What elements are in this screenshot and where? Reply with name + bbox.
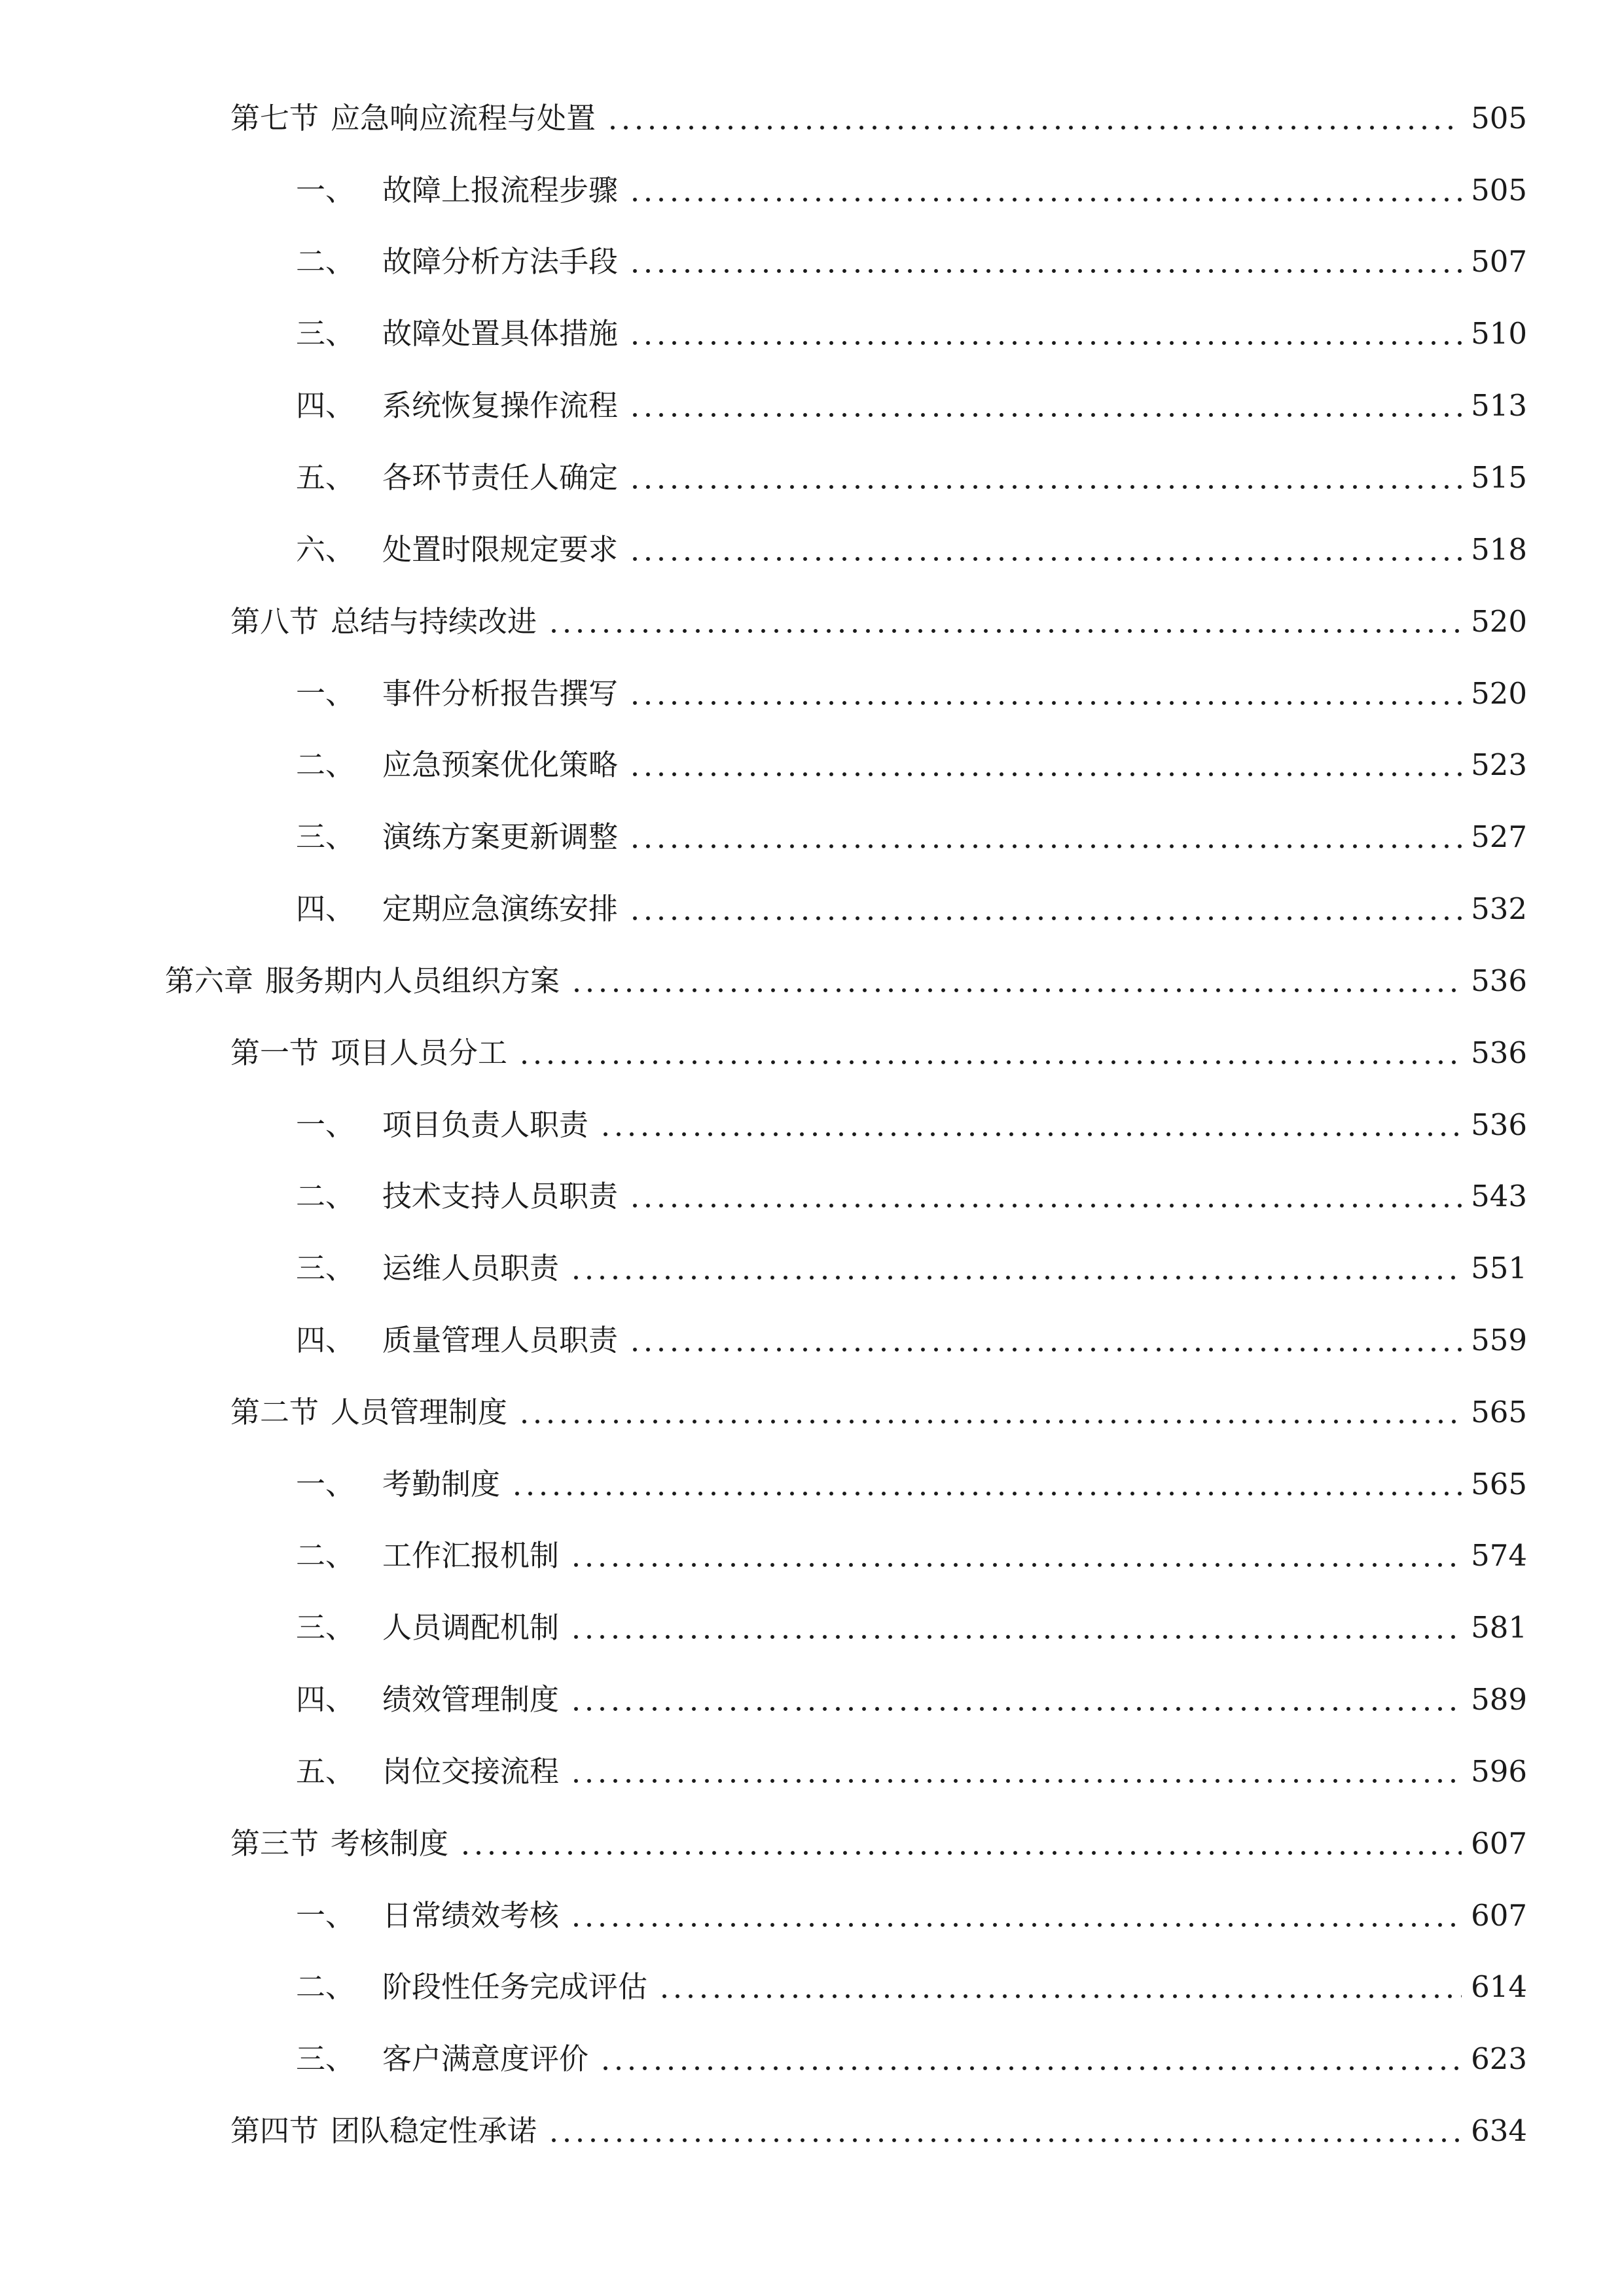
dot-leader xyxy=(547,628,1462,634)
toc-entry-page-number: 551 xyxy=(1471,1251,1527,1285)
toc-entry-title: 故障分析方法手段 xyxy=(382,244,619,279)
toc-entry-page-number: 515 xyxy=(1471,460,1527,495)
toc-entry[interactable] xyxy=(296,380,1527,432)
toc-entry[interactable] xyxy=(296,2033,1527,2085)
toc-entry-page-number: 520 xyxy=(1471,676,1527,711)
toc-entry[interactable] xyxy=(296,1674,1527,1726)
toc-entry[interactable] xyxy=(296,308,1527,360)
toc-entry-title: 人员管理制度 xyxy=(331,1395,508,1429)
toc-entry[interactable] xyxy=(296,1242,1527,1295)
toc-entry-page-number: 523 xyxy=(1471,747,1527,782)
toc-entry-title: 阶段性任务完成评估 xyxy=(382,1969,648,2004)
toc-entry-title: 团队稳定性承诺 xyxy=(331,2113,537,2148)
toc-entry-label xyxy=(230,1818,448,1870)
dot-leader xyxy=(599,2066,1462,2071)
dot-leader xyxy=(518,1060,1462,1065)
dot-leader xyxy=(511,1491,1462,1496)
toc-entry-title: 系统恢复操作流程 xyxy=(382,388,619,423)
toc-entry[interactable] xyxy=(230,2105,1527,2157)
toc-entry[interactable] xyxy=(296,1961,1527,2013)
dot-leader xyxy=(628,1347,1462,1352)
toc-entry-label xyxy=(296,1170,618,1223)
toc-entry-number: 二、 xyxy=(296,1538,355,1573)
dot-leader xyxy=(628,340,1462,346)
toc-entry-page-number: 581 xyxy=(1471,1610,1527,1645)
toc-entry-label xyxy=(296,164,618,217)
toc-entry-label xyxy=(296,739,618,791)
dot-leader xyxy=(628,772,1462,777)
toc-entry-page-number: 596 xyxy=(1471,1754,1527,1789)
toc-entry-page-number: 520 xyxy=(1471,604,1527,639)
toc-entry-title: 总结与持续改进 xyxy=(331,604,537,639)
toc-entry-page-number: 513 xyxy=(1471,388,1527,423)
toc-entry-label xyxy=(296,1530,559,1582)
toc-entry-label xyxy=(296,811,618,863)
toc-entry-title: 考核制度 xyxy=(331,1826,449,1861)
toc-entry-title: 客户满意度评价 xyxy=(382,2041,589,2076)
dot-leader xyxy=(459,1850,1462,1856)
dot-leader xyxy=(518,1419,1462,1424)
toc-entry-label xyxy=(296,1099,588,1151)
toc-entry-title: 应急响应流程与处置 xyxy=(331,101,596,135)
toc-entry-label xyxy=(296,1746,559,1798)
toc-entry-label xyxy=(296,668,618,720)
toc-entry-page-number: 505 xyxy=(1471,101,1527,135)
toc-entry-title: 技术支持人员职责 xyxy=(382,1179,619,1213)
toc-entry-label xyxy=(296,236,618,288)
dot-leader xyxy=(569,1778,1462,1784)
toc-entry-title: 应急预案优化策略 xyxy=(382,747,619,782)
dot-leader xyxy=(628,700,1462,706)
toc-entry-page-number: 623 xyxy=(1471,2041,1527,2076)
dot-leader xyxy=(628,1203,1462,1208)
toc-entry-number: 第四节 xyxy=(230,2113,319,2148)
toc-entry-number: 一、 xyxy=(296,1107,355,1142)
dot-leader xyxy=(569,1706,1462,1712)
toc-entry-page-number: 532 xyxy=(1471,891,1527,926)
toc-entry[interactable] xyxy=(296,236,1527,288)
toc-entry-number: 第六章 xyxy=(165,963,254,998)
toc-entry-page-number: 518 xyxy=(1471,532,1527,567)
toc-entry-number: 一、 xyxy=(296,676,355,711)
toc-entry-title: 工作汇报机制 xyxy=(382,1538,560,1573)
toc-entry-page-number: 527 xyxy=(1471,819,1527,854)
toc-entry-page-number: 505 xyxy=(1471,173,1527,207)
dot-leader xyxy=(606,125,1462,130)
toc-entry-label xyxy=(230,1386,507,1439)
toc-entry-label xyxy=(165,955,560,1007)
toc-entry-page-number: 565 xyxy=(1471,1467,1527,1501)
dot-leader xyxy=(570,988,1462,993)
toc-entry-number: 一、 xyxy=(296,1467,355,1501)
toc-entry-number: 四、 xyxy=(296,388,355,423)
toc-entry-page-number: 536 xyxy=(1471,963,1527,998)
toc-entry-label xyxy=(296,1674,559,1726)
toc-entry[interactable] xyxy=(296,524,1527,576)
toc-entry-label xyxy=(230,92,596,145)
toc-entry-number: 第三节 xyxy=(230,1826,319,1861)
toc-entry[interactable] xyxy=(296,1314,1527,1367)
toc-entry-label xyxy=(296,524,618,576)
toc-entry[interactable] xyxy=(296,883,1527,935)
toc-entry-page-number: 543 xyxy=(1471,1179,1527,1213)
toc-entry-page-number: 614 xyxy=(1471,1969,1527,2004)
toc-entry-label xyxy=(296,380,618,432)
toc-entry-number: 二、 xyxy=(296,244,355,279)
dot-leader xyxy=(599,1132,1462,1137)
toc-entry-page-number: 634 xyxy=(1471,2113,1527,2148)
toc-entry-number: 第七节 xyxy=(230,101,319,135)
toc-entry-page-number: 607 xyxy=(1471,1898,1527,1933)
dot-leader xyxy=(628,268,1462,274)
toc-entry-title: 事件分析报告撰写 xyxy=(382,676,619,711)
toc-entry-number: 第八节 xyxy=(230,604,319,639)
toc-entry-number: 四、 xyxy=(296,1682,355,1717)
toc-entry[interactable] xyxy=(296,164,1527,217)
dot-leader xyxy=(569,1922,1462,1928)
toc-entry-number: 六、 xyxy=(296,532,355,567)
toc-entry-number: 二、 xyxy=(296,747,355,782)
toc-entry-title: 服务期内人员组织方案 xyxy=(265,963,560,998)
dot-leader xyxy=(628,197,1462,202)
dot-leader xyxy=(569,1275,1462,1280)
toc-entry[interactable] xyxy=(296,668,1527,720)
toc-entry-page-number: 536 xyxy=(1471,1107,1527,1142)
toc-entry-title: 处置时限规定要求 xyxy=(382,532,619,567)
toc-entry-title: 项目负责人职责 xyxy=(382,1107,589,1142)
toc-entry-number: 五、 xyxy=(296,1754,355,1789)
toc-entry-page-number: 565 xyxy=(1471,1395,1527,1429)
toc-entry-title: 项目人员分工 xyxy=(331,1035,508,1070)
toc-entry-title: 故障上报流程步骤 xyxy=(382,173,619,207)
toc-entry-number: 一、 xyxy=(296,173,355,207)
toc-entry[interactable] xyxy=(296,1602,1527,1654)
dot-leader xyxy=(569,1562,1462,1568)
toc-entry-number: 三、 xyxy=(296,819,355,854)
toc-entry[interactable] xyxy=(296,1746,1527,1798)
toc-entry-number: 二、 xyxy=(296,1969,355,2004)
toc-entry[interactable] xyxy=(230,1386,1527,1439)
dot-leader xyxy=(628,916,1462,921)
toc-entry-page-number: 607 xyxy=(1471,1826,1527,1861)
toc-entry-page-number: 589 xyxy=(1471,1682,1527,1717)
toc-entry-label xyxy=(296,2033,588,2085)
toc-entry-title: 质量管理人员职责 xyxy=(382,1323,619,1357)
toc-entry-label xyxy=(296,1890,559,1942)
toc-entry[interactable] xyxy=(230,1818,1527,1870)
toc-entry[interactable] xyxy=(296,811,1527,863)
toc-entry-title: 故障处置具体措施 xyxy=(382,316,619,351)
dot-leader xyxy=(628,556,1462,562)
toc-entry-title: 岗位交接流程 xyxy=(382,1754,560,1789)
toc-entry-title: 运维人员职责 xyxy=(382,1251,560,1285)
toc-entry[interactable] xyxy=(230,1027,1527,1079)
toc-entry-title: 人员调配机制 xyxy=(382,1610,560,1645)
toc-entry[interactable] xyxy=(230,596,1527,648)
toc-entry[interactable] xyxy=(296,1099,1527,1151)
dot-leader xyxy=(658,1994,1462,1999)
toc-entry-number: 三、 xyxy=(296,1251,355,1285)
toc-entry-label xyxy=(230,596,537,648)
toc-entry[interactable] xyxy=(296,452,1527,504)
toc-entry[interactable] xyxy=(165,955,1527,1007)
toc-entry-label xyxy=(230,1027,507,1079)
toc-entry-label xyxy=(296,1242,559,1295)
toc-entry-title: 绩效管理制度 xyxy=(382,1682,560,1717)
toc-entry-number: 第二节 xyxy=(230,1395,319,1429)
toc-entry-label xyxy=(296,1314,618,1367)
toc-entry[interactable] xyxy=(230,92,1527,145)
dot-leader xyxy=(628,484,1462,490)
toc-entry[interactable] xyxy=(296,1890,1527,1942)
dot-leader xyxy=(628,412,1462,418)
toc-entry-number: 第一节 xyxy=(230,1035,319,1070)
toc-entry-number: 一、 xyxy=(296,1898,355,1933)
toc-entry-number: 四、 xyxy=(296,891,355,926)
toc-entry-number: 三、 xyxy=(296,316,355,351)
toc-entry-title: 定期应急演练安排 xyxy=(382,891,619,926)
toc-entry-title: 考勤制度 xyxy=(382,1467,501,1501)
toc-entry-label xyxy=(296,1602,559,1654)
toc-entry[interactable] xyxy=(296,1458,1527,1511)
dot-leader xyxy=(628,844,1462,849)
toc-entry-label xyxy=(296,452,618,504)
toc-entry-number: 五、 xyxy=(296,460,355,495)
toc-entry-page-number: 510 xyxy=(1471,316,1527,351)
toc-entry-title: 日常绩效考核 xyxy=(382,1898,560,1933)
toc-entry-number: 四、 xyxy=(296,1323,355,1357)
toc-entry-number: 三、 xyxy=(296,2041,355,2076)
toc-entry[interactable] xyxy=(296,739,1527,791)
toc-entry-label xyxy=(296,308,618,360)
toc-entry-page-number: 507 xyxy=(1471,244,1527,279)
toc-entry-label xyxy=(230,2105,537,2157)
dot-leader xyxy=(547,2138,1462,2143)
toc-entry-page-number: 559 xyxy=(1471,1323,1527,1357)
toc-entry-label xyxy=(296,1458,500,1511)
dot-leader xyxy=(569,1634,1462,1640)
toc-entry-title: 各环节责任人确定 xyxy=(382,460,619,495)
toc-entry-number: 三、 xyxy=(296,1610,355,1645)
toc-entry-page-number: 536 xyxy=(1471,1035,1527,1070)
toc-entry[interactable] xyxy=(296,1170,1527,1223)
toc-entry[interactable] xyxy=(296,1530,1527,1582)
toc-entry-title: 演练方案更新调整 xyxy=(382,819,619,854)
toc-entry-number: 二、 xyxy=(296,1179,355,1213)
toc-entry-label xyxy=(296,883,618,935)
toc-entry-page-number: 574 xyxy=(1471,1538,1527,1573)
toc-entry-label xyxy=(296,1961,647,2013)
